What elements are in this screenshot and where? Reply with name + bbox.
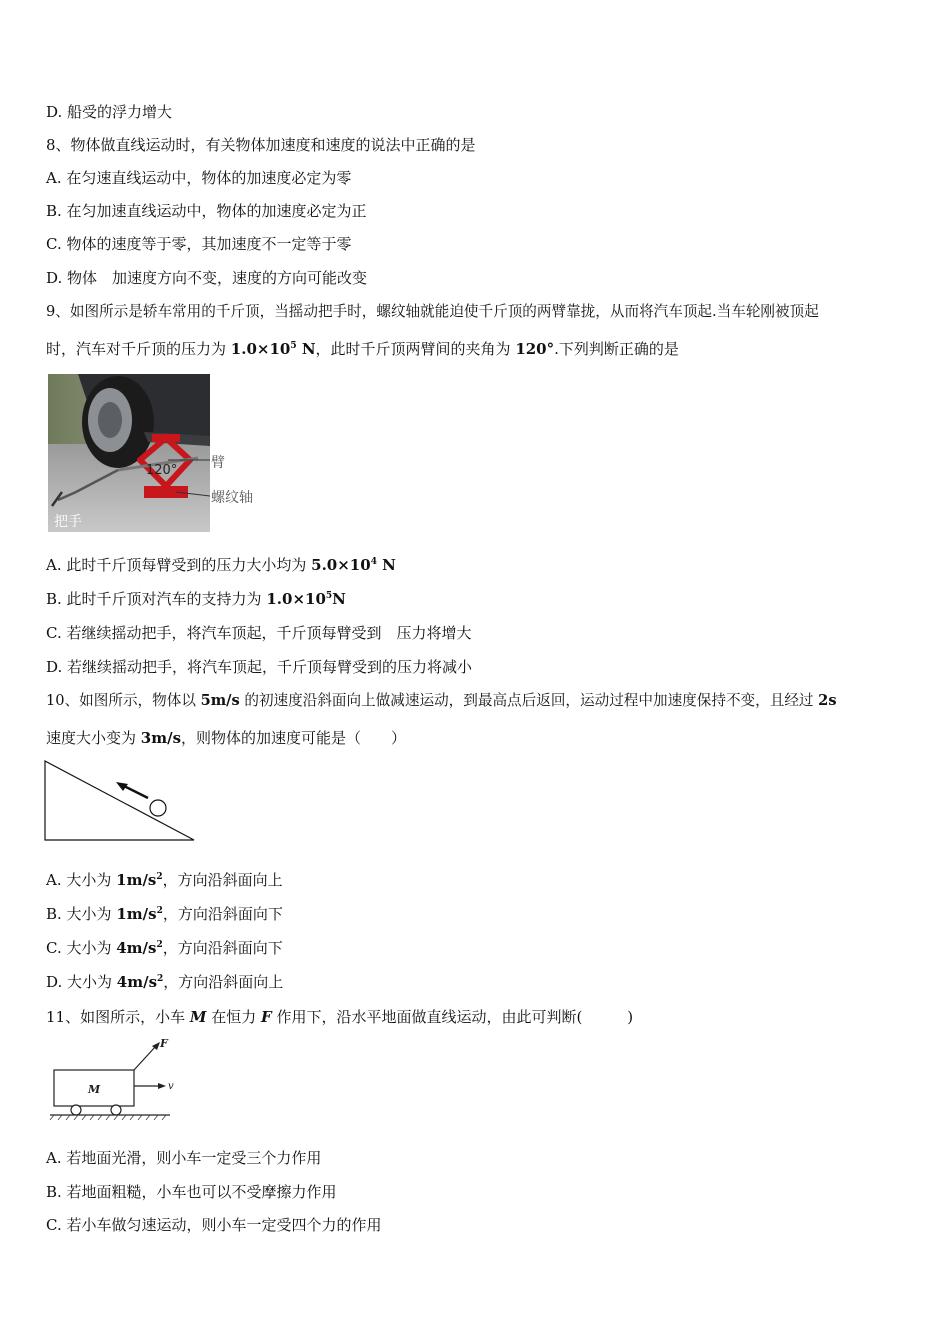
q8-option-b: B. 在匀加速直线运动中，物体的加速度必定为正 xyxy=(46,202,367,220)
car-jack-illustration xyxy=(48,374,210,532)
q9-stem-text: 时，汽车对千斤顶的压力为 xyxy=(46,340,231,358)
incline-diagram xyxy=(44,760,198,842)
velocity-arrow-icon xyxy=(158,1083,166,1089)
q10-stem-line2: 速度大小变为 3m/s，则物体的加速度可能是（ ） xyxy=(46,729,407,747)
cart-diagram xyxy=(48,1038,178,1122)
wheel-icon xyxy=(111,1105,121,1115)
screw-shaft-label: 螺纹轴 xyxy=(211,490,253,506)
q8-option-d: D. 物体 加速度方向不变，速度的方向可能改变 xyxy=(46,269,368,287)
q8-stem: 8、物体做直线运动时，有关物体加速度和速度的说法中正确的是 xyxy=(46,136,476,154)
q10-option-a: A. 大小为 $1m/s^2$，方向沿斜面向上 xyxy=(46,871,283,889)
q9-stem-line2 xyxy=(46,342,679,357)
q7-option-d: D. 船受的浮力增大 xyxy=(46,103,173,121)
car-jack-photo xyxy=(48,374,210,532)
jack-angle-label: 120° xyxy=(146,463,178,478)
q9-force-value: $1.0\times 10^5$ N xyxy=(230,340,316,358)
q11-option-a: A. 若地面光滑，则小车一定受三个力作用 xyxy=(46,1149,322,1167)
q9-stem-text-end: .下列判断正确的是 xyxy=(554,340,679,358)
q9-option-a: A. 此时千斤顶每臂受到的压力大小均为 $5.0\times 10^4$ N xyxy=(46,556,396,574)
velocity-label: v xyxy=(168,1081,174,1092)
wheel-icon xyxy=(71,1105,81,1115)
cart-label: M xyxy=(88,1083,101,1096)
q9-option-d: D. 若继续摇动把手，将汽车顶起，千斤顶每臂受到的压力将减小 xyxy=(46,658,473,676)
q9-stem-text-mid: ，此时千斤顶两臂间的夹角为 xyxy=(315,340,516,358)
force-label: F xyxy=(160,1038,168,1050)
q9-stem-line1: 9、如图所示是轿车常用的千斤顶，当摇动把手时，螺纹轴就能迫使千斤顶的两臂靠拢，从而将汽车顶起.当车轮刚被顶起 xyxy=(46,303,819,320)
q11-option-c: C. 若小车做匀速运动，则小车一定受四个力的作用 xyxy=(46,1216,382,1234)
velocity-arrow-icon xyxy=(116,782,128,791)
q8-option-a: A. 在匀速直线运动中，物体的加速度必定为零 xyxy=(46,169,352,187)
handle-label: 把手 xyxy=(54,514,82,530)
q11-stem: 11、如图所示，小车 M 在恒力 F 作用下，沿水平地面做直线运动，由此可判断( ) xyxy=(46,1008,634,1026)
q11-option-b: B. 若地面粗糙，小车也可以不受摩擦力作用 xyxy=(46,1183,337,1201)
q10-option-c: C. 大小为 $4m/s^2$，方向沿斜面向下 xyxy=(46,939,283,957)
q10-option-b: B. 大小为 $1m/s^2$，方向沿斜面向下 xyxy=(46,905,283,923)
q10-option-d: D. 大小为 $4m/s^2$，方向沿斜面向上 xyxy=(46,973,284,991)
q9-angle-value: 120° xyxy=(515,340,555,358)
q9-option-c: C. 若继续摇动把手，将汽车顶起，千斤顶每臂受到 压力将增大 xyxy=(46,624,472,642)
q10-stem-line1: 10、如图所示，物体以 5m/s 的初速度沿斜面向上做减速运动，到最高点后返回，运动过程中加速度保持不变，且经过 2s xyxy=(46,692,837,709)
arm-label: 臂 xyxy=(211,455,225,471)
q8-option-c: C. 物体的速度等于零，其加速度不一定等于零 xyxy=(46,235,352,253)
q9-option-b: B. 此时千斤顶对汽车的支持力为 $1.0\times 10^5N$ xyxy=(46,590,346,608)
ball-icon xyxy=(150,800,166,816)
